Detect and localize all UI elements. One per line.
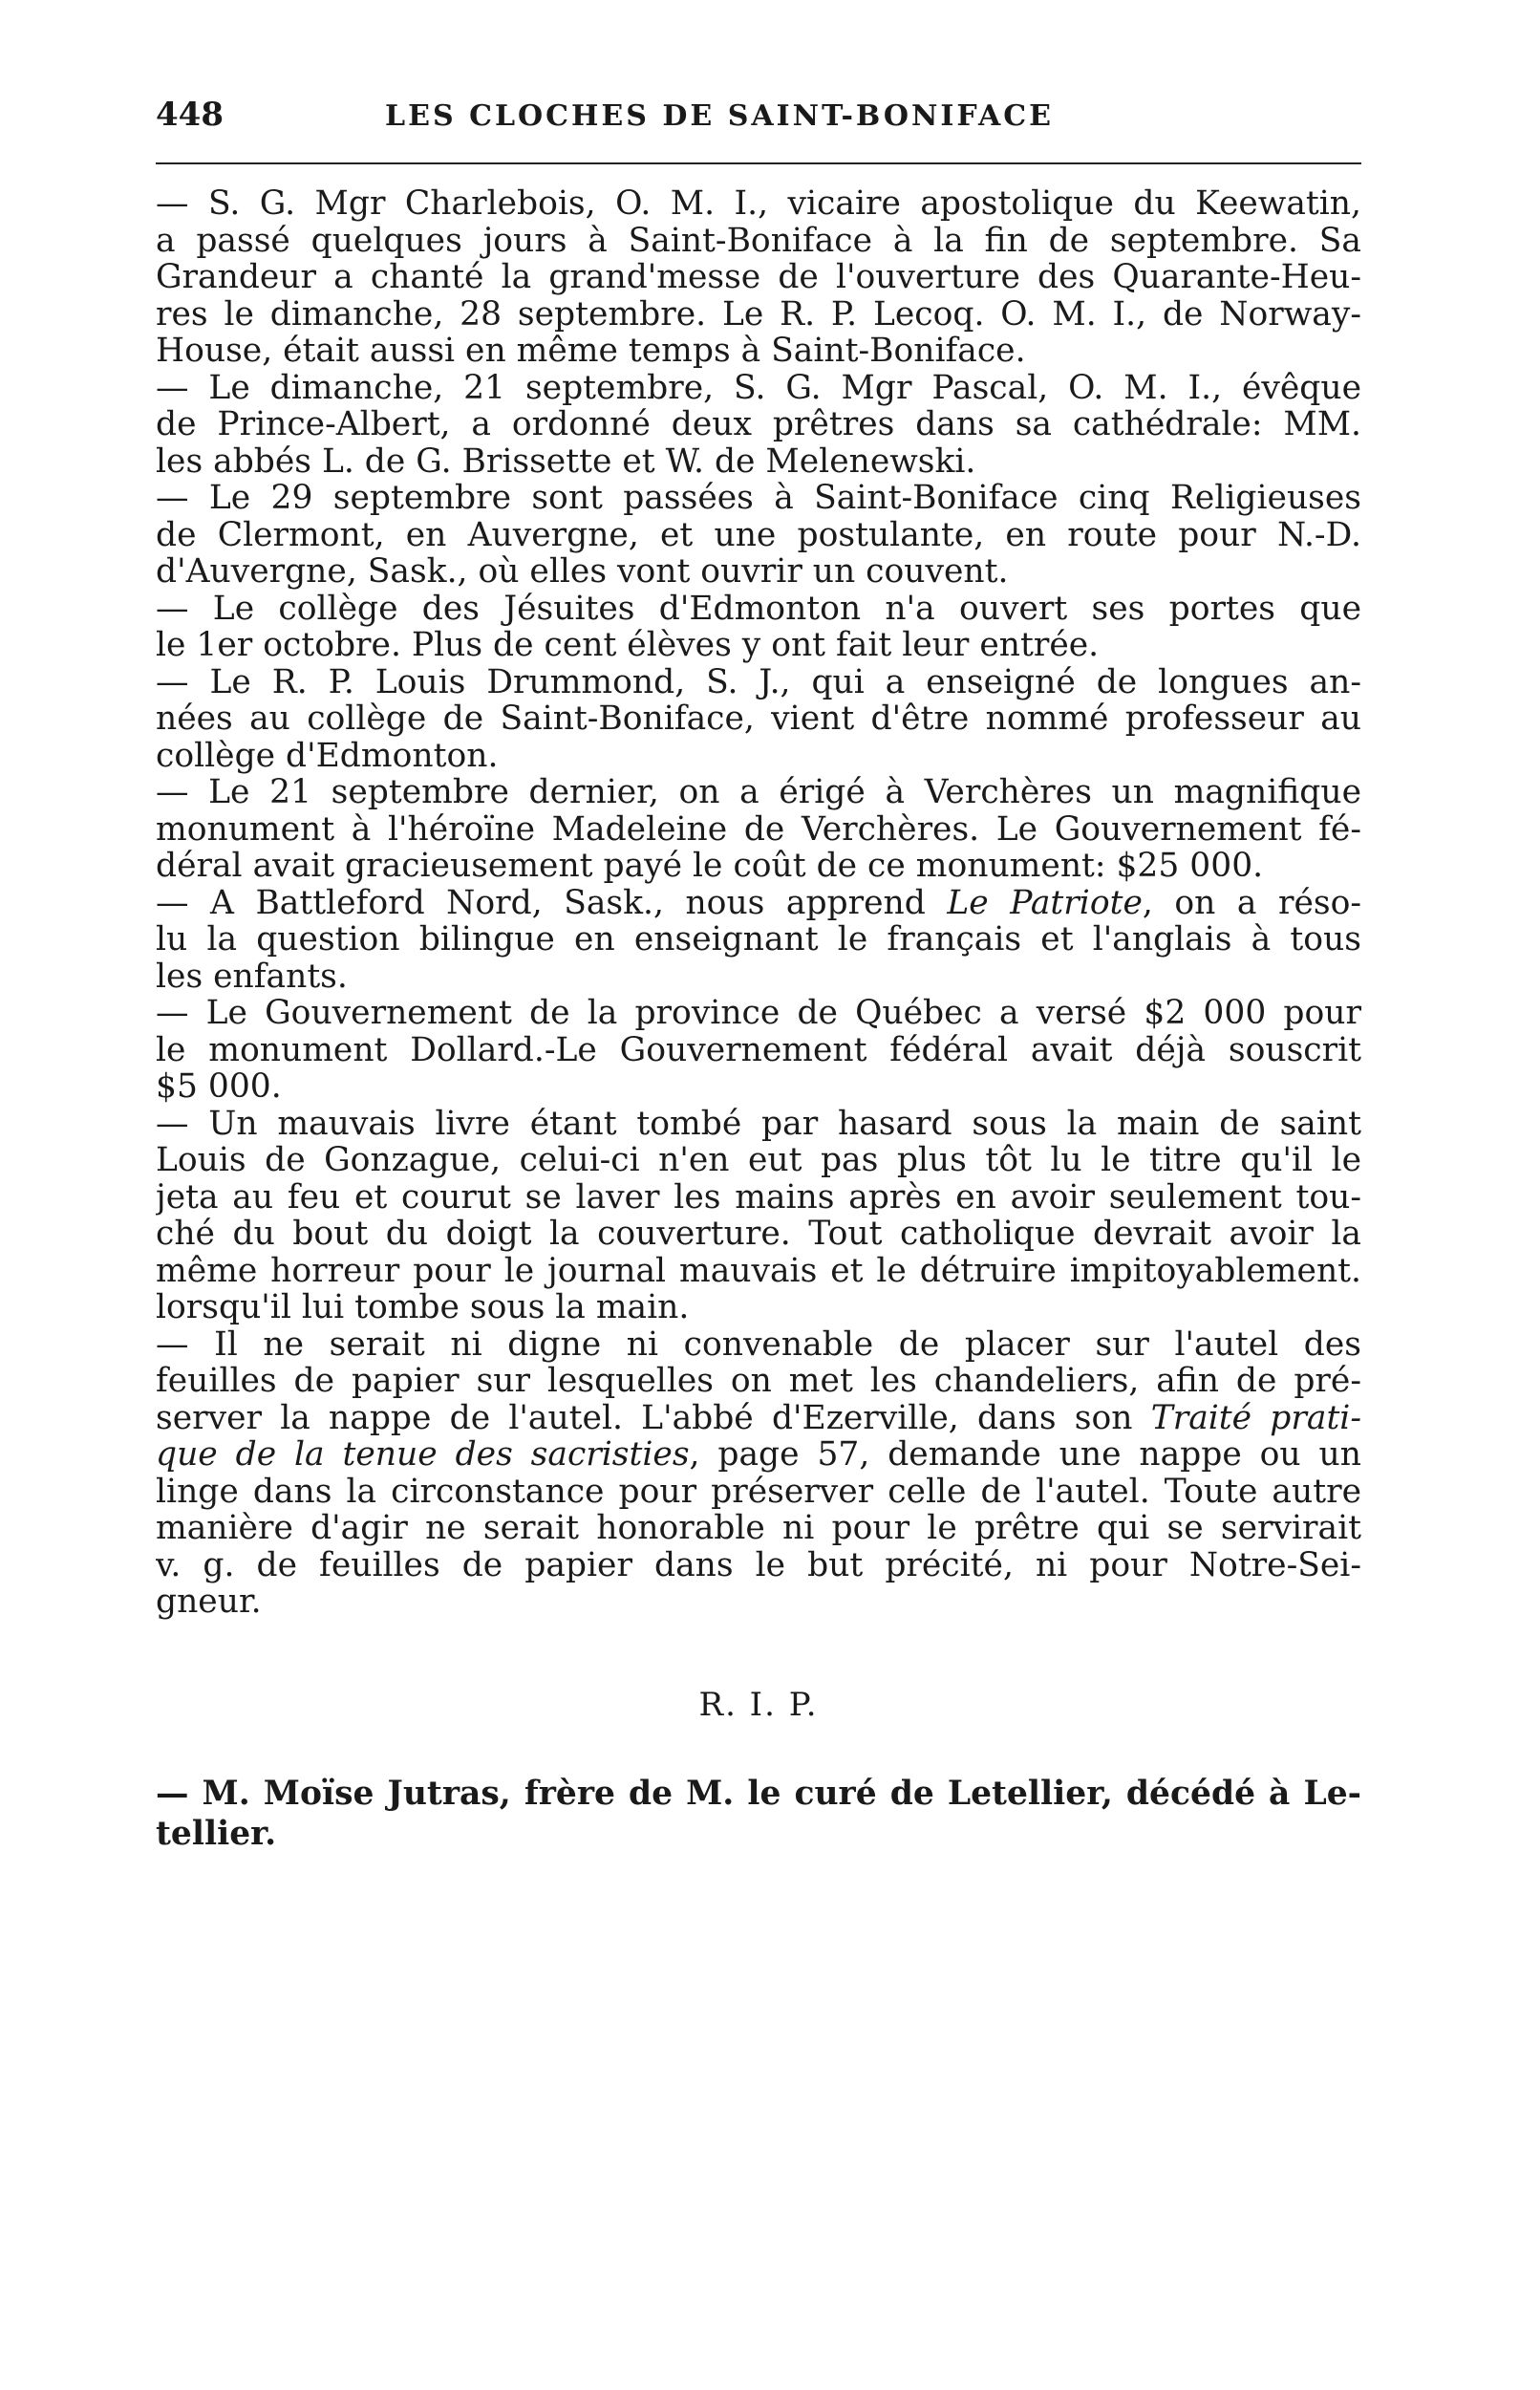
text-line: — Le R. P. Louis Drummond, S. J., qui a enseigné de longues an- (156, 663, 1361, 700)
paragraph (156, 885, 1361, 996)
text-line: que de la tenue des sacristies, page 57, demande une nappe ou un (156, 1436, 1361, 1474)
paragraph (156, 995, 1361, 1106)
paragraph (156, 664, 1361, 775)
text-line: de Prince-Albert, a ordonné deux prêtres dans sa cathédrale: MM. (156, 406, 1361, 443)
text-line: — Le dimanche, 21 septembre, S. G. Mgr Pascal, O. M. I., évêque (156, 369, 1361, 406)
text-line: ché du bout du doigt la couverture. Tout catholique devrait avoir la (156, 1216, 1361, 1253)
text-line: — Le 21 septembre dernier, on a érigé à Verchères un magnifique (156, 774, 1361, 811)
text-line: House, était aussi en même temps à Saint-Boniface. (156, 333, 1026, 370)
obituary-line: — M. Moïse Jutras, frère de M. le curé de Letellier, décédé à Le- (156, 1774, 1361, 1813)
text-line: le monument Dollard.-Le Gouvernement fédéral avait déjà souscrit (156, 1031, 1361, 1068)
page-number: 448 (156, 96, 224, 134)
obituary-notice (156, 1774, 1361, 1854)
text-line: — Le 29 septembre sont passées à Saint-Boniface cinq Religieuses (156, 480, 1361, 517)
paragraph (156, 774, 1361, 885)
section-title-rip: R. I. P. (698, 1685, 819, 1724)
article-body (156, 185, 1361, 1621)
text-line: server la nappe de l'autel. L'abbé d'Ezerville, dans son Traité prati- (156, 1399, 1361, 1436)
paragraph (156, 1326, 1361, 1621)
text-line: lu la question bilingue en enseignant le français et l'anglais à tous (156, 921, 1361, 958)
text-line: les abbés L. de G. Brissette et W. de Melenewski. (156, 442, 976, 480)
text-line: — A Battleford Nord, Sask., nous apprend Le Patriote, on a réso- (156, 884, 1361, 921)
paragraph (156, 370, 1361, 481)
text-line: collège d'Edmonton. (156, 737, 499, 774)
running-header (156, 96, 1361, 164)
text-line: le 1er octobre. Plus de cent élèves y ont fait leur entrée. (156, 627, 1100, 664)
text-line: res le dimanche, 28 septembre. Le R. P. Lecoq. O. M. I., de Norway- (156, 295, 1361, 333)
text-line: monument à l'héroïne Madeleine de Verchères. Le Gouvernement fé- (156, 810, 1361, 848)
page (156, 96, 1361, 1854)
text-line: — S. G. Mgr Charlebois, O. M. I., vicaire apostolique du Keewatin, (156, 185, 1361, 223)
paragraph (156, 480, 1361, 591)
text-line: gneur. (156, 1583, 262, 1621)
text-line: les enfants. (156, 958, 348, 995)
text-line: — Le collège des Jésuites d'Edmonton n'a ouvert ses portes que (156, 590, 1361, 627)
text-line: — Le Gouvernement de la province de Québec a versé $2 000 pour (156, 995, 1361, 1032)
text-line: même horreur pour le journal mauvais et le détruire impitoyablement. (156, 1252, 1361, 1289)
text-line: Grandeur a chanté la grand'messe de l'ouverture des Quarante-Heu- (156, 259, 1361, 296)
paragraph (156, 185, 1361, 370)
paragraph (156, 591, 1361, 664)
text-line: d'Auvergne, Sask., où elles vont ouvrir un couvent. (156, 553, 1009, 591)
text-line: jeta au feu et courut se laver les mains après en avoir seulement tou- (156, 1178, 1361, 1216)
text-line: $5 000. (156, 1068, 282, 1106)
text-line: Louis de Gonzague, celui-ci n'en eut pas plus tôt lu le titre qu'il le (156, 1142, 1361, 1179)
paragraph (156, 1106, 1361, 1326)
text-line: linge dans la circonstance pour préserver celle de l'autel. Toute autre (156, 1473, 1361, 1510)
text-line: déral avait gracieusement payé le coût de ce monument: $25 000. (156, 848, 1264, 885)
text-line: nées au collège de Saint-Boniface, vient d'être nommé professeur au (156, 700, 1361, 738)
text-line: feuilles de papier sur lesquelles on met les chandeliers, afin de pré- (156, 1363, 1361, 1400)
text-line: de Clermont, en Auvergne, et une postulante, en route pour N.-D. (156, 516, 1361, 553)
running-title: LES CLOCHES DE SAINT-BONIFACE (385, 99, 1054, 133)
text-line: manière d'agir ne serait honorable ni pour le prêtre qui se servirait (156, 1510, 1361, 1547)
text-line: — Un mauvais livre étant tombé par hasard sous la main de saint (156, 1105, 1361, 1142)
text-line: lorsqu'il lui tombe sous la main. (156, 1289, 690, 1326)
text-line: v. g. de feuilles de papier dans le but précité, ni pour Notre-Sei- (156, 1546, 1361, 1583)
obituary-line: tellier. (156, 1814, 277, 1853)
text-line: — Il ne serait ni digne ni convenable de placer sur l'autel des (156, 1325, 1361, 1363)
text-line: a passé quelques jours à Saint-Boniface à la fin de septembre. Sa (156, 222, 1361, 259)
